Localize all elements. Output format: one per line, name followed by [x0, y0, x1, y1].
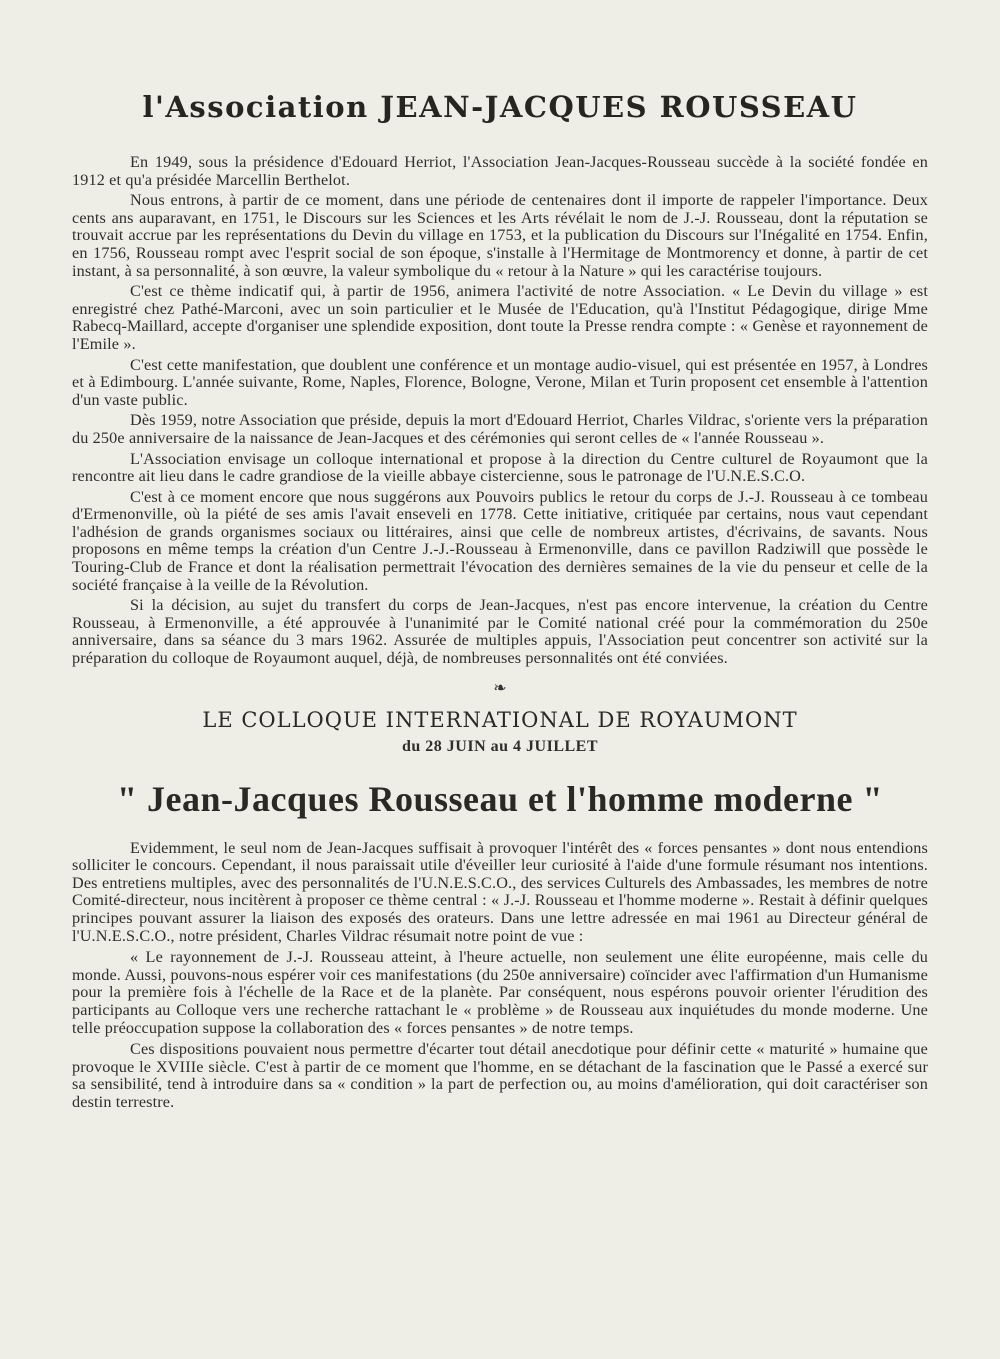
- paragraph: C'est ce thème indicatif qui, à partir de 1956, animera l'activité de notre Association. « Le Devin du village » est enregistré chez Pathé-Marconi, avec un soin particulier et le Musée de l'Education, qu'à l'Institut Pédagogique, dirige Mme Rabecq-Maillard, accepte d'organiser une splendide exposition, dont toute la Presse rendra compte : « Genèse et rayonnement de l'Emile ».: [72, 282, 928, 353]
- history-section: [72, 154, 928, 668]
- paragraph: Dès 1959, notre Association que préside, depuis la mort d'Edouard Herriot, Charles Vildrac, s'oriente vers la préparation du 250e anniversaire de la naissance de Jean-Jacques et des cérémonies qui seront celles de « l'année Rousseau ».: [72, 411, 928, 447]
- paragraph: L'Association envisage un colloque international et propose à la direction du Centre culturel de Royaumont que la rencontre ait lieu dans le cadre grandiose de la vieille abbaye cistercienne, sous le patronage de l'U.N.E.S.C.O.: [72, 449, 928, 486]
- paragraph: Si la décision, au sujet du transfert du corps de Jean-Jacques, n'est pas encore intervenue, la création du Centre Rousseau, à Ermenonville, a été approuvée à l'unanimité par le Comité national créé pour la commémoration du 250e anniversaire, dans sa séance du 3 mars 1962. Assurée de multiples appuis, l'Association peut concentrer son activité sur la préparation du colloque de Royaumont auquel, déjà, de nombreuses personnalités ont été conviées.: [72, 596, 928, 668]
- colloque-heading: LE COLLOQUE INTERNATIONAL DE ROYAUMONT: [202, 707, 798, 732]
- paragraph: Evidemment, le seul nom de Jean-Jacques suffisait à provoquer l'intérêt des « forces pensantes » dont nous entendions solliciter le concours. Cependant, il nous paraissait utile d'éveiller leur curiosité à l'aide d'une formule résumant nos intentions. Des entretiens multiples, avec des personnalités de l'U.N.E.S.C.O., des services Culturels des Ambassades, les membres de notre Comité-directeur, nous incitèrent à proposer ce thème central : « J.-J. Rousseau et l'homme moderne ». Restait à définir quelques principes pouvant assurer la liaison des exposés des orateurs. Dans une lettre adressée en mai 1961 au Directeur général de l'U.N.E.S.C.O., notre président, Charles Vildrac résumait notre point de vue :: [72, 838, 928, 945]
- colloque-section: [72, 840, 928, 1112]
- paragraph: « Le rayonnement de J.-J. Rousseau atteint, à l'heure actuelle, non seulement une élite européenne, mais celle du monde. Aussi, pouvons-nous espérer voir ces manifestations (du 250e anniversaire) coïncider avec l'affirmation d'un Humanisme pour la première fois à l'échelle de la Race et de la planète. Par conséquent, nous espérons pouvoir orienter l'érudition des participants au Colloque vers une recherche rattachant le « problème » de Rousseau aux inquiétudes du monde moderne. Une telle préoccupation suppose la collaboration des « forces pensantes » de notre temps.: [72, 948, 928, 1037]
- paragraph: C'est cette manifestation, que doublent une conférence et un montage audio-visuel, qui est présentée en 1957, à Londres et à Edimbourg. L'année suivante, Rome, Naples, Florence, Bologne, Verone, Milan et Turin proposent cet ensemble à l'attention d'un vaste public.: [72, 355, 928, 409]
- page-title: l'Association JEAN-JACQUES ROUSSEAU: [142, 90, 858, 124]
- paragraph: Ces dispositions pouvaient nous permettre d'écarter tout détail anecdotique pour définir cette « maturité » humaine que provoque le XVIIIe siècle. C'est à partir de ce moment que l'homme, en se détachant de la fascination que le Passé a exercé sur sa sensibilité, tend à introduire dans sa « condition » la part de perfection ou, au moins d'amélioration, qui doit caractériser son destin terrestre.: [72, 1040, 928, 1111]
- colloque-dates: du 28 JUIN au 4 JUILLET: [402, 737, 598, 755]
- ornament-separator: ❧: [493, 679, 507, 697]
- paragraph: C'est à ce moment encore que nous suggérons aux Pouvoirs publics le retour du corps de J.-J. Rousseau à ce tombeau d'Ermenonville, où la piété de ses amis l'avait enseveli en 1778. Cette initiative, critiquée par certains, nous vaut cependant l'adhésion de grands organismes sociaux ou littéraires, ainsi que celle de nombreux artistes, d'écrivains, de savants. Nous proposons en même temps la création d'un Centre J.-J.-Rousseau à Ermenonville, dans ce pavillon Radziwill que possède le Touring-Club de France et dont la réalisation permettrait l'évocation des dernières semaines de la vie du penseur et celle de la société française à la veille de la Révolution.: [72, 487, 928, 594]
- paragraph: Nous entrons, à partir de ce moment, dans une période de centenaires dont il importe de rappeler l'importance. Deux cents ans auparavant, en 1751, le Discours sur les Sciences et les Arts révélait le nom de J.-J. Rousseau, dont la réputation se trouvait accrue par les représentations du Devin du village en 1753, et la publication du Discours sur l'Inégalité en 1754. Enfin, en 1756, Rousseau rompt avec l'esprit social de son époque, s'installe à l'Hermitage de Montmorency et donne, à partir de cet instant, à sa personnalité, à son œuvre, la valeur symbolique du « retour à la Nature » qui les caractérise toujours.: [72, 191, 928, 280]
- paragraph: En 1949, sous la présidence d'Edouard Herriot, l'Association Jean-Jacques-Rousseau succède à la société fondée en 1912 et qu'a présidée Marcellin Berthelot.: [72, 153, 928, 189]
- colloque-theme: " Jean-Jacques Rousseau et l'homme moderne ": [117, 778, 883, 819]
